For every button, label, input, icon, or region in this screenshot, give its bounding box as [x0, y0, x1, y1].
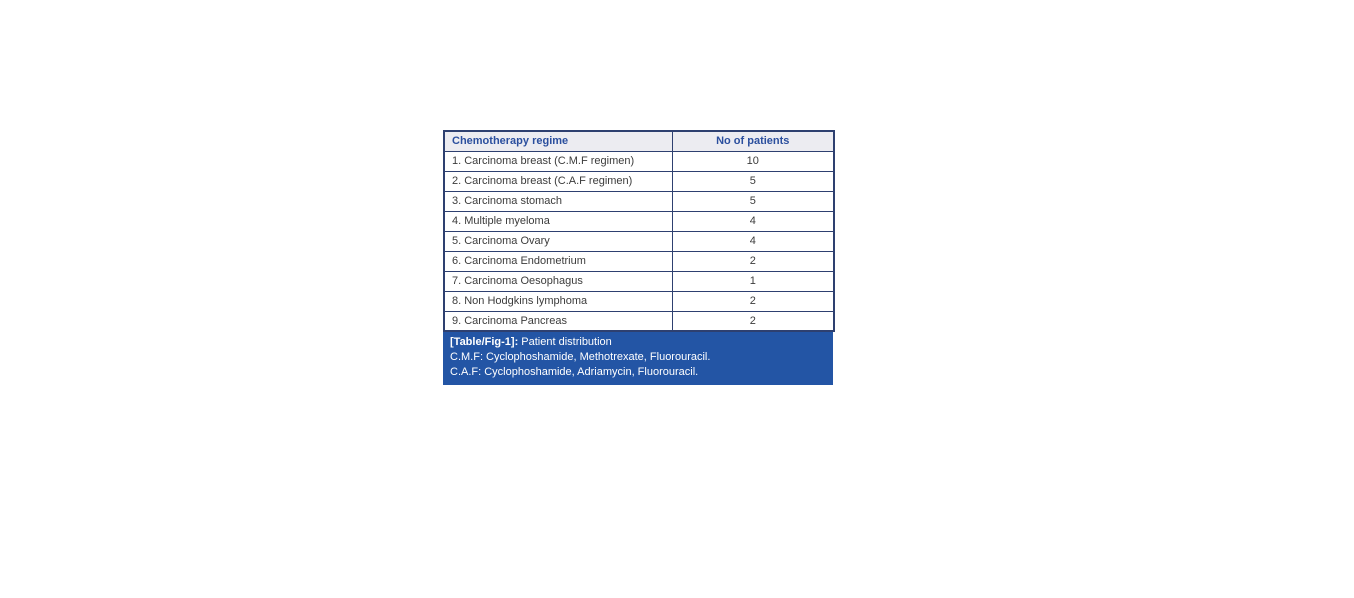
patients-cell: 1	[672, 271, 834, 291]
patients-cell: 2	[672, 311, 834, 331]
caption-figure-label: [Table/Fig-1]:	[450, 336, 519, 348]
regime-cell: 4. Multiple myeloma	[444, 211, 672, 231]
regime-cell: 2. Carcinoma breast (C.A.F regimen)	[444, 171, 672, 191]
table-row	[444, 191, 834, 211]
table-row	[444, 291, 834, 311]
regime-cell: 3. Carcinoma stomach	[444, 191, 672, 211]
header-row	[444, 131, 834, 151]
patients-cell: 4	[672, 211, 834, 231]
caption-line-title	[450, 335, 826, 350]
table-caption	[443, 332, 833, 385]
regime-cell: 9. Carcinoma Pancreas	[444, 311, 672, 331]
caption-line-cmf: C.M.F: Cyclophoshamide, Methotrexate, Fluorouracil.	[450, 351, 711, 363]
table-row	[444, 231, 834, 251]
patients-cell: 2	[672, 251, 834, 271]
regime-cell: 7. Carcinoma Oesophagus	[444, 271, 672, 291]
table-row	[444, 211, 834, 231]
patient-distribution-table	[443, 130, 835, 332]
caption-title-text: Patient distribution	[518, 336, 612, 348]
table-row	[444, 271, 834, 291]
patients-cell: 4	[672, 231, 834, 251]
regime-cell: 8. Non Hodgkins lymphoma	[444, 291, 672, 311]
caption-line-caf: C.A.F: Cyclophoshamide, Adriamycin, Fluorouracil.	[450, 366, 699, 378]
patients-cell: 10	[672, 151, 834, 171]
regime-cell: 1. Carcinoma breast (C.M.F regimen)	[444, 151, 672, 171]
patients-cell: 5	[672, 171, 834, 191]
table-row	[444, 171, 834, 191]
regime-cell: 6. Carcinoma Endometrium	[444, 251, 672, 271]
table-row	[444, 311, 834, 331]
patients-cell: 5	[672, 191, 834, 211]
table-figure	[443, 130, 833, 385]
patients-cell: 2	[672, 291, 834, 311]
column-header-patients: No of patients	[672, 131, 834, 151]
regime-cell: 5. Carcinoma Ovary	[444, 231, 672, 251]
table-row	[444, 251, 834, 271]
table-row	[444, 151, 834, 171]
column-header-regime: Chemotherapy regime	[444, 131, 672, 151]
